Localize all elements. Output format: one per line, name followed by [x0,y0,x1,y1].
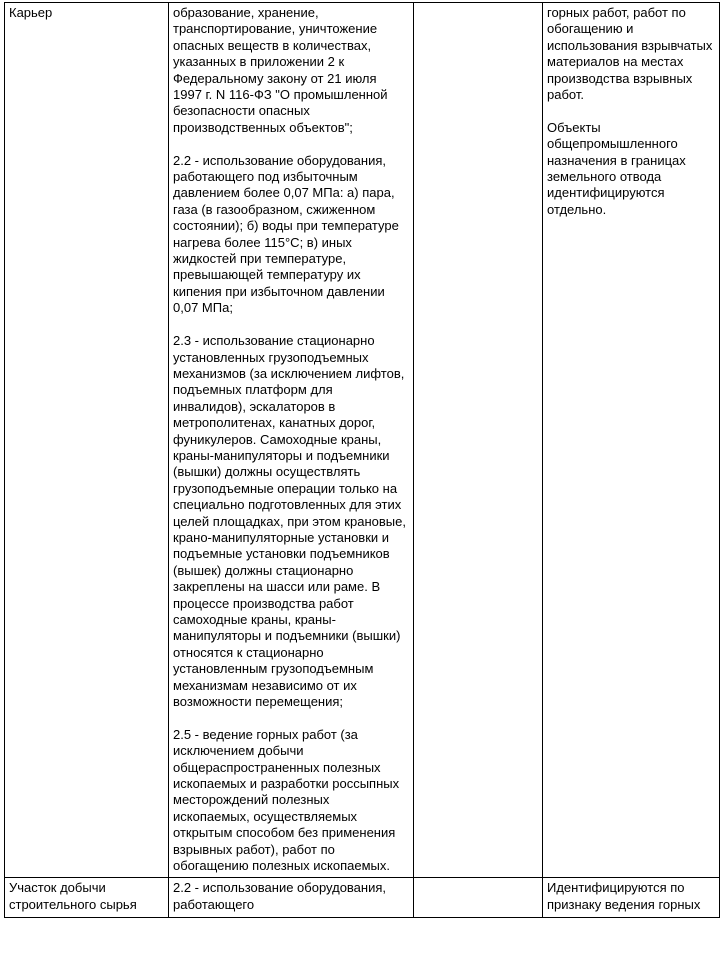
objects-table [4,2,720,918]
object-name: Карьер [9,5,53,20]
criteria-cell [169,3,414,878]
table-row [5,878,720,918]
note-cell [543,878,720,918]
object-name-cell [5,878,169,918]
criteria-paragraph: 2.3 - использование стационарно установленных грузоподъемных механизмов (за исключением лифтов, подъемных платформ для инвалидов), эскалаторов в метрополитенах, канатных дорог, фуникулеров. Самоходные краны, краны-манипуляторы и подъемники (вышки) должны осуществлять грузоподъемные операции только на специально подготовленных для этих целей площадках, при этом крановые, крано-манипуляторные установки и подъемные установки подъемников (вышек) должны стационарно закреплены на шасси или раме. В процессе производства работ самоходные краны, краны-манипуляторы и подъемники (вышки) относятся к стационарно установленным грузоподъемным механизмам независимо от их возможности перемещения; [173,333,406,710]
criteria-paragraph: 2.2 - использование оборудования, работающего [173,880,387,912]
criteria-cell [169,878,414,918]
object-name-cell [5,3,169,878]
note-cell [543,3,720,878]
note-paragraph: Объекты общепромышленного назначения в границах земельного отвода идентифицируются отдельно. [547,119,686,217]
criteria-paragraph: 2.2 - использование оборудования, работающего под избыточным давлением более 0,07 МПа: а) пара, газа (в газообразном, сжиженном состоянии); б) воды при температуре нагрева более 115°С; в) иных жидкостей при температуре, превышающей температуру их кипения при избыточном давлении 0,07 МПа; [173,152,399,316]
empty-cell [414,878,543,918]
empty-cell [414,3,543,878]
table-row [5,3,720,878]
object-name: Участок добычи строительного сырья [9,880,137,912]
criteria-paragraph: 2.5 - ведение горных работ (за исключением добычи общераспространенных полезных ископаемых и разработки россыпных месторождений полезных ископаемых, осуществляемых открытым способом без применения взрывных работ), работ по обогащению полезных ископаемых. [173,726,400,874]
note-paragraph: горных работ, работ по обогащению и использования взрывчатых материалов на местах производства взрывных работ. [547,5,713,103]
note-paragraph: Идентифицируются по признаку ведения горных [547,880,701,912]
criteria-paragraph: образование, хранение, транспортирование, уничтожение опасных веществ в количествах, указанных в приложении 2 к Федеральному закону от 21 июля 1997 г. N 116-ФЗ "О промышленной безопасности опасных производственных объектов"; [173,5,388,135]
